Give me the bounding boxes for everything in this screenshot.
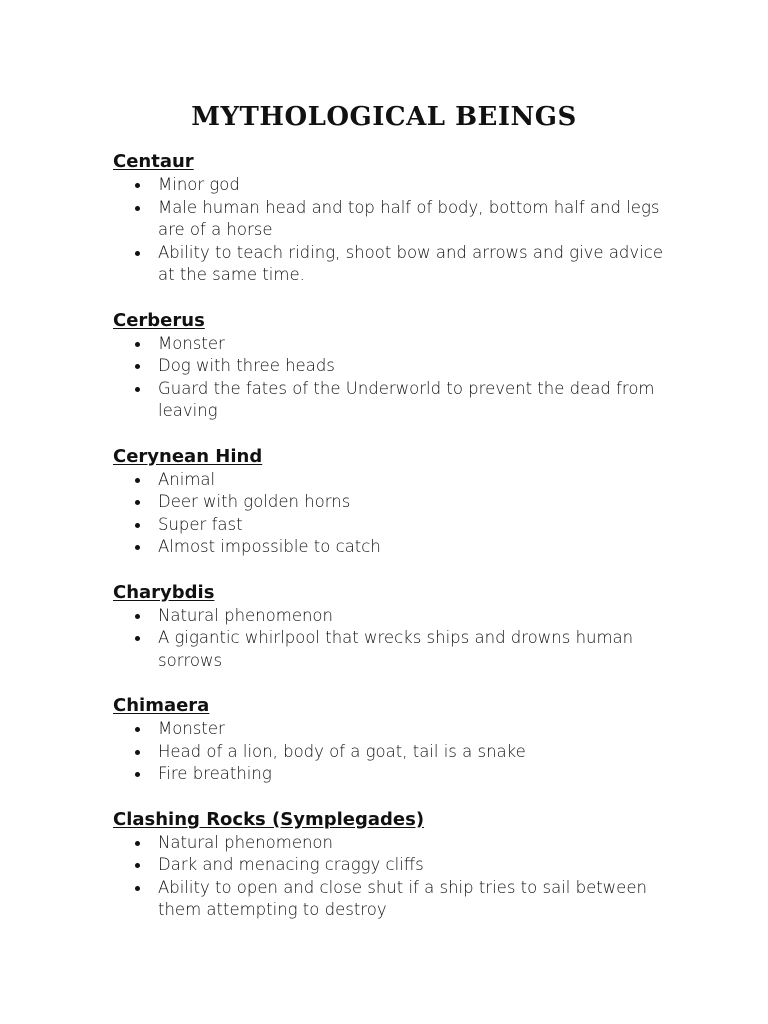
bullet-icon [135,772,140,777]
list-item [113,832,673,855]
list-item [113,536,673,559]
list-item [113,718,673,741]
list-item [113,469,673,492]
list-item-text: Head of a lion, body of a goat, tail is a snake [158,741,526,761]
list-item [113,333,673,356]
list-item-text: Ability to teach riding, shoot bow and arrows and give advice at the same time. [158,242,663,284]
list-item [113,242,673,287]
bullet-list [113,174,673,287]
list-item [113,627,673,672]
list-item-text: Super fast [158,514,243,534]
bullet-icon [135,545,140,550]
list-item-text: Guard the fates of the Underworld to prevent the dead from leaving [158,378,655,420]
list-item [113,854,673,877]
bullet-icon [135,500,140,505]
list-item [113,877,673,922]
document-content [113,150,673,944]
list-item-text: Monster [158,333,225,353]
page-title: MYTHOLOGICAL BEINGS [191,102,577,132]
section-cerynean-hind [113,445,673,559]
list-item-text: Minor god [158,175,240,194]
list-item-text: Natural phenomenon [158,832,333,852]
list-item-text: Natural phenomenon [158,605,333,625]
list-item-text: Dark and menacing craggy cliffs [158,855,424,874]
section-heading: Centaur [113,151,194,172]
list-item [113,355,673,378]
bullet-icon [135,614,140,619]
bullet-list [113,605,673,673]
bullet-icon [135,841,140,846]
bullet-icon [135,727,140,732]
list-item-text: Monster [158,719,225,738]
list-item-text: Almost impossible to catch [158,537,381,556]
list-item-text: Deer with golden horns [158,492,351,511]
list-item [113,605,673,628]
list-item-text: Ability to open and close shut if a ship tries to sail between them attempting to destroy [158,877,647,919]
list-item [113,197,673,242]
list-item-text: A gigantic whirlpool that wrecks ships and drowns human sorrows [158,628,634,670]
section-heading: Cerynean Hind [113,445,263,467]
bullet-icon [135,183,140,188]
section-charybdis [113,581,673,673]
bullet-icon [135,342,140,347]
bullet-icon [135,206,140,211]
bullet-list [113,832,673,922]
section-cerberus [113,309,673,423]
list-item [113,378,673,423]
list-item-text: Animal [158,469,216,489]
section-clashing-rocks [113,808,673,922]
section-heading: Chimaera [113,695,210,716]
bullet-icon [135,523,140,528]
list-item [113,174,673,197]
list-item-text: Male human head and top half of body, bottom half and legs are of a horse [158,197,660,239]
section-heading: Cerberus [113,309,205,331]
section-centaur [113,150,673,287]
bullet-list [113,718,673,786]
bullet-icon [135,636,140,641]
list-item-text: Fire breathing [158,764,272,783]
bullet-icon [135,364,140,369]
section-heading: Charybdis [113,581,215,603]
bullet-icon [135,251,140,256]
bullet-icon [135,886,140,891]
bullet-icon [135,478,140,483]
section-chimaera [113,694,673,786]
bullet-icon [135,750,140,755]
list-item-text: Dog with three heads [158,356,335,375]
list-item [113,514,673,537]
bullet-list [113,333,673,423]
list-item [113,491,673,514]
bullet-list [113,469,673,559]
list-item [113,741,673,764]
bullet-icon [135,387,140,392]
bullet-icon [135,863,140,868]
section-heading: Clashing Rocks (Symplegades) [113,808,425,830]
list-item [113,763,673,786]
